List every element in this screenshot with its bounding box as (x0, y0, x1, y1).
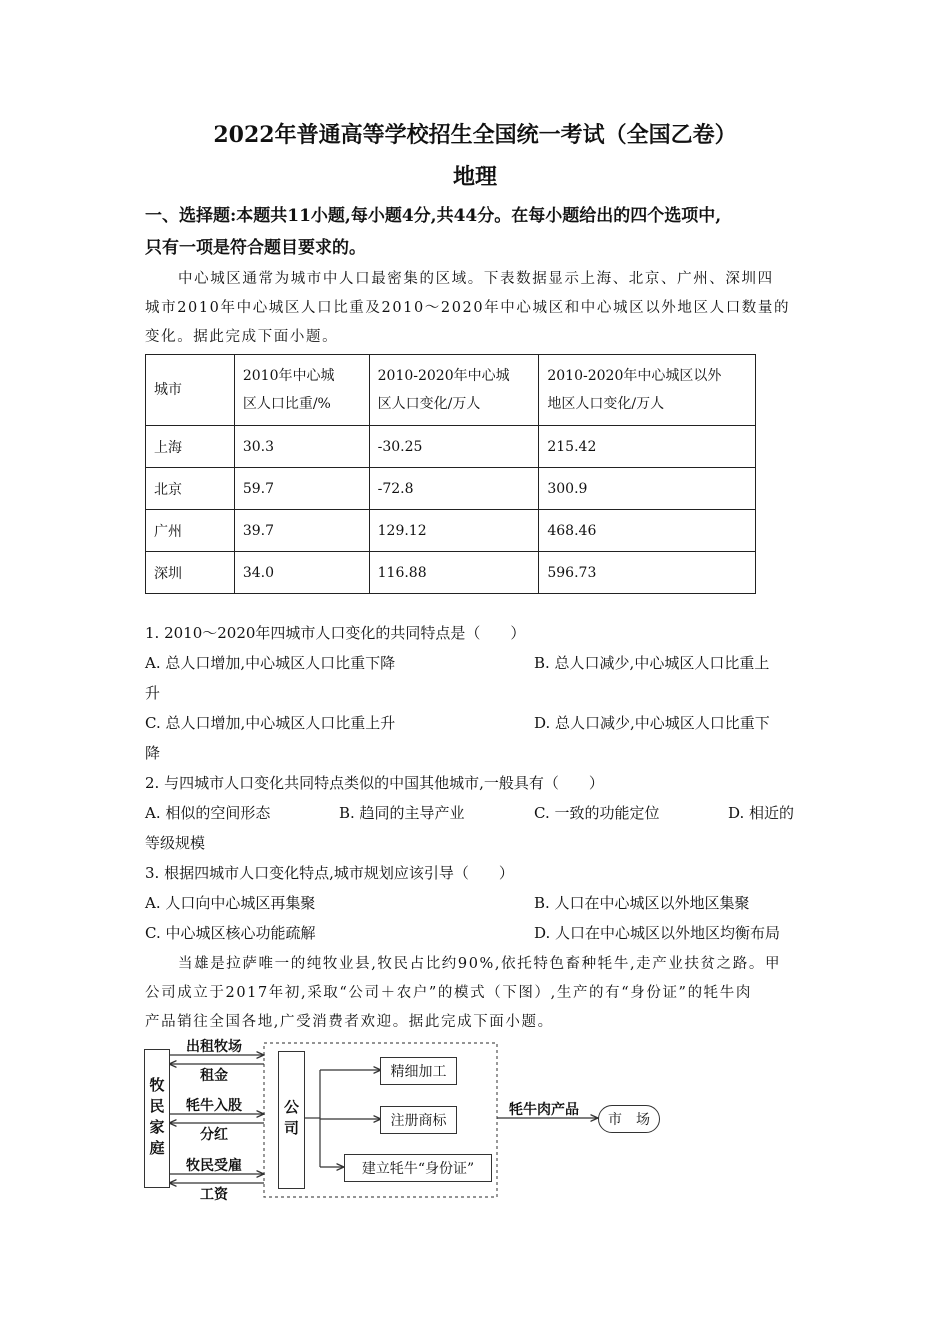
question-1-option-b[interactable]: B. 总人口减少,中心城区人口比重上 (534, 654, 770, 672)
company-box: 公司 (278, 1051, 305, 1189)
table-cell: 深圳 (146, 552, 235, 594)
flow-wages: 工资 (200, 1187, 228, 1203)
section-heading-line1: 一、选择题:本题共11小题,每小题4分,共44分。在每小题给出的四个选项中, (145, 206, 722, 226)
table-header-cell: 2010年中心城 区人口比重/% (234, 355, 369, 426)
passage1-line1: 中心城区通常为城市中人口最密集的区域。下表数据显示上海、北京、广州、深圳四 (178, 271, 774, 287)
passage2-line1: 当雄是拉萨唯一的纯牧业县,牧民占比约90%,依托特色畜种牦牛,走产业扶贫之路。甲 (178, 956, 782, 972)
table-cell: 300.9 (539, 468, 756, 510)
section-heading-line2: 只有一项是符合题目要求的。 (145, 238, 366, 258)
question-1-option-b-cont: 升 (145, 684, 161, 702)
table-cell: 129.12 (369, 510, 539, 552)
question-1-option-a[interactable]: A. 总人口增加,中心城区人口比重下降 (145, 654, 396, 672)
table-cell: 116.88 (369, 552, 539, 594)
yak-id-box: 建立牦牛“身份证” (344, 1154, 492, 1182)
flow-rent-pasture: 出租牧场 (186, 1039, 242, 1055)
passage2-line2: 公司成立于2017年初,采取“公司＋农户”的模式（下图）,生产的有“身份证”的牦牛肉 (145, 985, 752, 1001)
table-header-cell: 城市 (146, 355, 235, 426)
table-cell: 215.42 (539, 426, 756, 468)
question-3-option-a[interactable]: A. 人口向中心城区再集聚 (145, 894, 316, 912)
table-cell: -72.8 (369, 468, 539, 510)
exam-title: 2022年普通高等学校招生全国统一考试（全国乙卷） (213, 122, 737, 148)
question-2-option-b[interactable]: B. 趋同的主导产业 (339, 804, 465, 822)
table-cell: 北京 (146, 468, 235, 510)
market-box: 市 场 (598, 1105, 660, 1133)
question-2-option-c[interactable]: C. 一致的功能定位 (534, 804, 660, 822)
flow-dividends: 分红 (200, 1127, 228, 1143)
question-3-option-c[interactable]: C. 中心城区核心功能疏解 (145, 924, 316, 942)
question-3-stem: 3. 根据四城市人口变化特点,城市规划应该引导（ ） (145, 864, 514, 882)
passage1-line3: 变化。据此完成下面小题。 (145, 329, 339, 345)
question-2-option-d[interactable]: D. 相近的 (728, 804, 795, 822)
table-cell: 上海 (146, 426, 235, 468)
flow-rent-money: 租金 (200, 1068, 228, 1084)
herder-family-box: 牧民家庭 (144, 1049, 170, 1188)
flow-herder-employed: 牧民受雇 (186, 1158, 242, 1174)
subject-title: 地理 (452, 164, 497, 190)
question-2-option-d-cont: 等级规模 (145, 834, 206, 852)
table-cell: 广州 (146, 510, 235, 552)
table-cell: 34.0 (234, 552, 369, 594)
fine-processing-box: 精细加工 (380, 1057, 457, 1085)
question-1-option-c[interactable]: C. 总人口增加,中心城区人口比重上升 (145, 714, 396, 732)
trademark-box: 注册商标 (380, 1106, 457, 1134)
question-1-option-d[interactable]: D. 总人口减少,中心城区人口比重下 (534, 714, 770, 732)
table-cell: 59.7 (234, 468, 369, 510)
table-cell: -30.25 (369, 426, 539, 468)
question-3-option-b[interactable]: B. 人口在中心城区以外地区集聚 (534, 894, 750, 912)
question-2-option-a[interactable]: A. 相似的空间形态 (145, 804, 271, 822)
table-cell: 596.73 (539, 552, 756, 594)
question-3-option-d[interactable]: D. 人口在中心城区以外地区均衡布局 (534, 924, 781, 942)
question-2-stem: 2. 与四城市人口变化共同特点类似的中国其他城市,一般具有（ ） (145, 774, 604, 792)
yak-meat-product-label: 牦牛肉产品 (509, 1102, 579, 1118)
question-1-stem: 1. 2010～2020年四城市人口变化的共同特点是（ ） (145, 624, 526, 642)
passage2-line3: 产品销往全国各地,广受消费者欢迎。据此完成下面小题。 (145, 1014, 554, 1030)
question-1-option-d-cont: 降 (145, 744, 161, 762)
table-header-cell: 2010-2020年中心城 区人口变化/万人 (369, 355, 539, 426)
flow-yak-shares: 牦牛入股 (186, 1098, 242, 1114)
table-cell: 468.46 (539, 510, 756, 552)
table-cell: 39.7 (234, 510, 369, 552)
passage1-line2: 城市2010年中心城区人口比重及2010～2020年中心城区和中心城区以外地区人口数量的 (145, 300, 791, 316)
table-cell: 30.3 (234, 426, 369, 468)
table-header-cell: 2010-2020年中心城区以外 地区人口变化/万人 (539, 355, 756, 426)
